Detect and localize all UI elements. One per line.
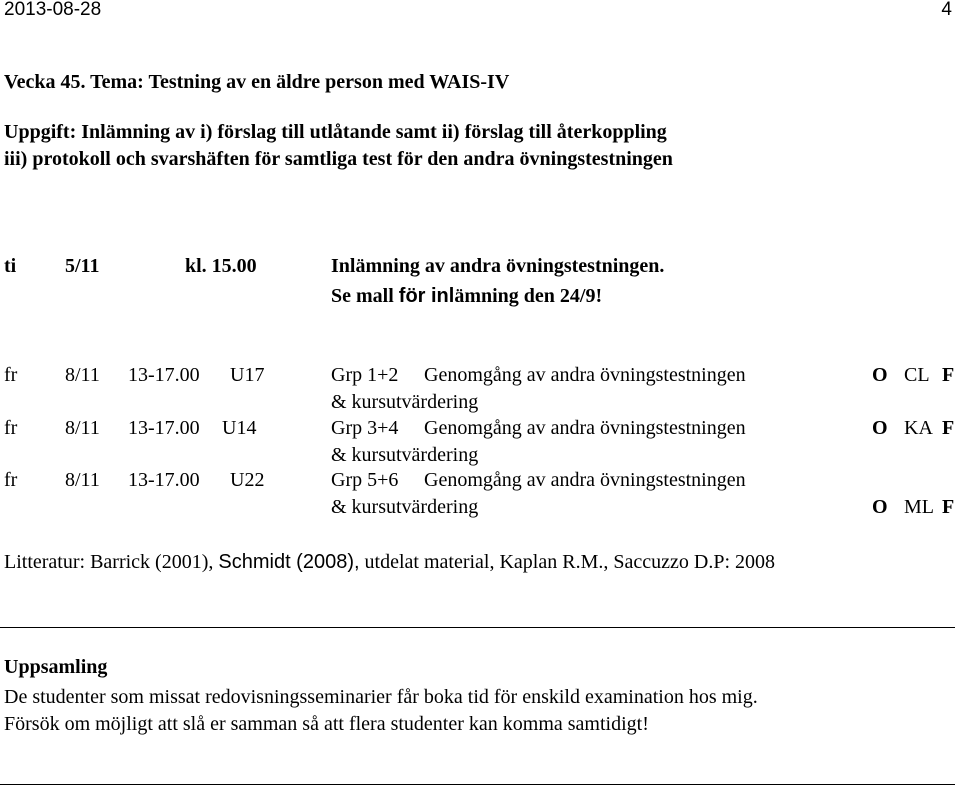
session-3-time: 13-17.00 <box>128 469 200 491</box>
session-2-teacher: KA <box>904 417 933 439</box>
page-number: 4 <box>941 0 952 20</box>
session-1-teacher: CL <box>904 364 930 386</box>
template-note-part-3: ämning den 24/9! <box>454 285 603 307</box>
summary-line-1: De studenter som missat redovisningsseminarier får boka tid för enskild examination hos mig. <box>4 686 758 708</box>
deadline-date: 5/11 <box>65 255 100 277</box>
session-2-group: Grp 3+4 <box>331 417 399 439</box>
deadline-time: kl. 15.00 <box>185 255 257 277</box>
session-1-o-mark: O <box>872 364 888 386</box>
session-3-day: fr <box>4 469 18 491</box>
literature-part-3: utdelat material, Kaplan R.M., Saccuzzo D.P: 2008 <box>359 551 775 573</box>
session-1-time: 13-17.00 <box>128 364 200 386</box>
session-2-day: fr <box>4 417 18 439</box>
section-divider <box>0 627 955 628</box>
session-2-o-mark: O <box>872 417 888 439</box>
session-3-f-mark: F <box>942 496 955 518</box>
week-title: Vecka 45. Tema: Testning av en äldre person med WAIS-IV <box>4 71 510 93</box>
deadline-template-note <box>331 286 602 306</box>
deadline-day: ti <box>4 255 17 277</box>
session-1-room: U17 <box>230 364 265 386</box>
session-2-description: Genomgång av andra övningstestningen <box>424 417 746 439</box>
session-1-group: Grp 1+2 <box>331 364 399 386</box>
session-2-room: U14 <box>222 417 257 439</box>
session-3-room: U22 <box>230 469 265 491</box>
literature-part-2: Schmidt (2008), <box>218 551 360 573</box>
session-3-description-2: & kursutvärdering <box>331 496 479 518</box>
bottom-divider <box>0 784 955 785</box>
session-1-description: Genomgång av andra övningstestningen <box>424 364 746 386</box>
session-3-o-mark: O <box>872 496 888 518</box>
session-3-description: Genomgång av andra övningstestningen <box>424 469 746 491</box>
session-3-date: 8/11 <box>65 469 100 491</box>
task-line-2: iii) protokoll och svarshäften för samtliga test för den andra övningstestningen <box>4 148 673 170</box>
session-3-group: Grp 5+6 <box>331 469 399 491</box>
task-line-1: Uppgift: Inlämning av i) förslag till utlåtande samt ii) förslag till återkoppling <box>4 121 667 143</box>
session-2-time: 13-17.00 <box>128 417 200 439</box>
session-1-description-2: & kursutvärdering <box>331 391 479 413</box>
session-1-date: 8/11 <box>65 364 100 386</box>
session-2-date: 8/11 <box>65 417 100 439</box>
literature-part-1: Litteratur: Barrick (2001), <box>4 551 219 573</box>
template-note-part-1: Se mall <box>331 285 399 307</box>
session-2-description-2: & kursutvärdering <box>331 444 479 466</box>
session-3-teacher: ML <box>904 496 934 518</box>
session-1-day: fr <box>4 364 18 386</box>
summary-line-2: Försök om möjligt att slå er samman så att flera studenter kan komma samtidigt! <box>4 713 649 735</box>
header-date: 2013-08-28 <box>4 0 102 20</box>
summary-heading: Uppsamling <box>4 656 108 678</box>
session-2-f-mark: F <box>942 417 955 439</box>
literature-line <box>4 552 775 572</box>
template-note-part-2: för inl <box>398 285 455 307</box>
session-1-f-mark: F <box>942 364 955 386</box>
deadline-description: Inlämning av andra övningstestningen. <box>331 255 665 277</box>
